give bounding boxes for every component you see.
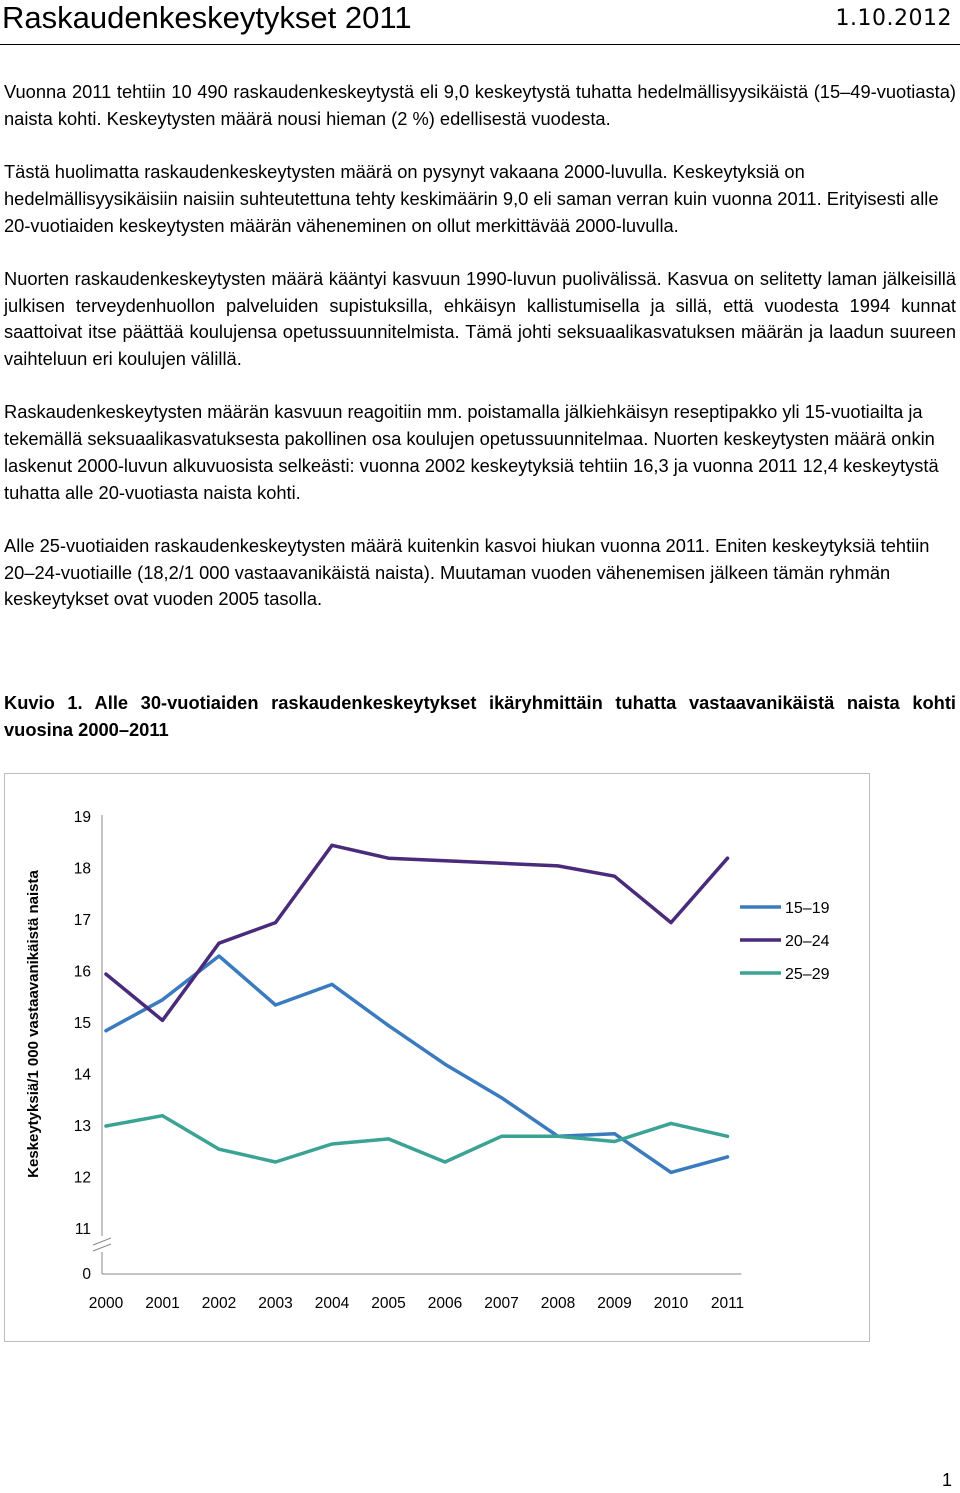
- data-point: [613, 1140, 616, 1143]
- paragraph-4: Raskaudenkeskeytysten määrän kasvuun reagoitiin mm. poistamalla jälkiehkäisyn reseptipakko yli 15-vuotiailta ja tekemällä seksuaalikasvatuksesta pakollinen osa koulujen opetussuunnitelmaa. Nuorten keskeytysten määrä onkin laskenut 2000-luvun alkuvuosista selkeästi: vuonna 2002 keskeytyksiä tehtiin 16,3 ja vuonna 2011 12,4 keskeytystä tuhatta alle 20-vuotiasta naista kohti.: [4, 401, 939, 503]
- data-point: [387, 1024, 390, 1027]
- data-point: [726, 857, 729, 860]
- data-point: [217, 942, 220, 945]
- x-tick-label: 2001: [145, 1295, 180, 1312]
- data-point: [500, 1135, 503, 1138]
- y-tick-label: 15: [73, 1015, 91, 1032]
- axis-break-mark: [93, 1244, 111, 1251]
- data-point: [500, 862, 503, 865]
- document-date: 1.10.2012: [835, 6, 952, 31]
- paragraph-3: Nuorten raskaudenkeskeytysten määrä kääntyi kasvuun 1990-luvun puolivälissä. Kasvua on selitetty laman jälkeisillä julkisen terveydenhuollon palveluiden supistuksilla, ehkäisyn kallistumisella ja sillä, että vuodesta 1994 kunnat saattoivat itse päättää koulujensa opetussuunnitelmista. Tämä johti seksuaalikasvatuksen määrän ja laadun suureen vaihteluun eri koulujen välillä.: [4, 267, 956, 369]
- x-tick-label: 2003: [258, 1295, 293, 1312]
- x-tick-label: 2008: [540, 1295, 576, 1312]
- y-tick-label: 12: [73, 1169, 91, 1187]
- data-point: [500, 1096, 503, 1099]
- data-point: [669, 1171, 672, 1174]
- data-point: [669, 1122, 672, 1125]
- series-line-3: [106, 1116, 728, 1162]
- page-number: 1: [941, 1470, 952, 1490]
- x-tick-label: 2011: [710, 1295, 745, 1312]
- legend-label: 15–19: [785, 900, 830, 917]
- y-tick-label: 13: [73, 1118, 91, 1135]
- x-tick-label: 2002: [201, 1295, 237, 1312]
- y-tick-label: 14: [73, 1066, 91, 1084]
- data-point: [443, 1063, 446, 1066]
- data-point: [613, 875, 616, 878]
- chart-frame: [4, 773, 870, 1342]
- data-point: [387, 857, 390, 860]
- data-point: [217, 954, 220, 957]
- data-point: [274, 1003, 277, 1006]
- page-header: [0, 0, 960, 45]
- x-tick-label: 2004: [314, 1295, 350, 1312]
- x-tick-label: 2006: [427, 1295, 463, 1312]
- document-title: Raskaudenkeskeytykset 2011: [2, 0, 412, 35]
- data-point: [726, 1135, 729, 1138]
- data-point: [161, 998, 164, 1001]
- data-point: [274, 1160, 277, 1163]
- x-tick-label: 2009: [597, 1295, 632, 1312]
- data-point: [330, 1142, 333, 1145]
- x-tick-label: 2005: [371, 1295, 406, 1312]
- data-point: [217, 1148, 220, 1151]
- data-point: [613, 1132, 616, 1135]
- data-point: [104, 972, 107, 975]
- data-point: [669, 921, 672, 924]
- line-chart: [5, 774, 869, 1341]
- data-point: [443, 1160, 446, 1163]
- y-tick-label: 17: [73, 912, 91, 929]
- data-point: [726, 1155, 729, 1158]
- data-point: [443, 859, 446, 862]
- data-point: [104, 1029, 107, 1032]
- data-point: [556, 864, 559, 867]
- figure-caption: Kuvio 1. Alle 30-vuotiaiden raskaudenkeskeytykset ikäryhmittäin tuhatta vastaavanikäistä naista kohti vuosina 2000–2011: [4, 692, 956, 740]
- axis-break-mark: [93, 1238, 111, 1245]
- x-tick-label: 2010: [653, 1295, 689, 1312]
- y-tick-label: 11: [74, 1221, 91, 1238]
- data-point: [274, 921, 277, 924]
- x-tick-label: 2000: [88, 1295, 124, 1312]
- paragraph-1: Vuonna 2011 tehtiin 10 490 raskaudenkeskeytystä eli 9,0 keskeytystä tuhatta hedelmällisyysikäistä (15–49-vuotiasta) naista kohti. Keskeytysten määrä nousi hieman (2 %) edellisestä vuodesta.: [4, 81, 956, 129]
- data-point: [387, 1137, 390, 1140]
- data-point: [104, 1124, 107, 1127]
- y-axis-title: Keskeytyksiä/1 000 vastaavanikäistä naista: [25, 870, 42, 1178]
- series-line-1: [106, 956, 728, 1172]
- legend-label: 25–29: [785, 966, 830, 983]
- y-tick-label: 19: [73, 809, 91, 826]
- y-tick-label: 16: [73, 963, 91, 981]
- data-point: [556, 1135, 559, 1138]
- data-point: [330, 983, 333, 986]
- paragraph-5: Alle 25-vuotiaiden raskaudenkeskeytysten määrä kuitenkin kasvoi hiukan vuonna 2011. Eniten keskeytyksiä tehtiin 20–24-vuotiaille (18,2/1 000 vastaavanikäistä naista). Muutaman vuoden vähenemisen jälkeen tämän ryhmän keskeytykset ovat vuoden 2005 tasolla.: [4, 534, 930, 610]
- data-point: [330, 844, 333, 847]
- y-tick-label: 18: [73, 860, 91, 878]
- data-point: [161, 1019, 164, 1022]
- legend-label: 20–24: [785, 933, 830, 950]
- x-tick-label: 2007: [484, 1295, 519, 1312]
- data-point: [161, 1114, 164, 1117]
- series-line-2: [106, 845, 728, 1020]
- y-tick-label: 0: [82, 1266, 91, 1283]
- body-text: [4, 79, 956, 640]
- paragraph-2: Tästä huolimatta raskaudenkeskeytysten määrä on pysynyt vakaana 2000-luvulla. Keskeytyksiä on hedelmällisyysikäisiin naisiin suhteutettuna tehty keskimäärin 9,0 eli saman verran kuin vuonna 2011. Erityisesti alle 20-vuotiaiden keskeytysten määrän väheneminen on ollut merkittävää 2000-luvulla.: [4, 161, 939, 236]
